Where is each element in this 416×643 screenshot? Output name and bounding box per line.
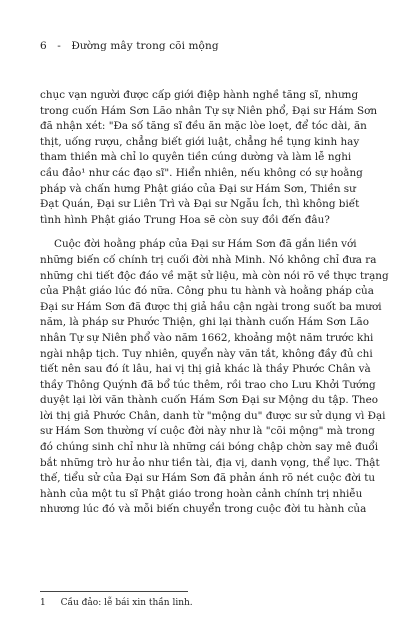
text-line: đó chúng sinh chỉ như là những cái bóng chập chờn say mê đuổi <box>40 441 379 454</box>
text-line: nhân Tự sự Niên phổ vào năm 1662, khoảng một năm trước khi <box>40 331 374 344</box>
text-line: những biến cố chính trị cuối đời nhà Minh. Nó không chỉ đưa ra <box>40 253 377 266</box>
footnote-number: 1 <box>40 598 46 608</box>
text-line: những chi tiết độc đáo về mặt sử liệu, mà còn nói rõ về thực trạng <box>40 269 389 282</box>
footnote-text: Cầu đảo: lễ bái xin thần linh. <box>60 598 193 608</box>
text-line: Cuộc đời hoằng pháp của Đại sư Hám Sơn đã gắn liền với <box>54 238 357 251</box>
text-line: hành của một tu sĩ Phật giáo trong hoàn cảnh chính trị nhiễu <box>40 487 363 500</box>
text-line: thịt, uống rượu, chẳng biết giới luật, chẳng hề tụng kinh hay <box>40 135 360 148</box>
paragraph <box>40 237 389 518</box>
text-line: lời thị giả Phước Chân, danh từ "mộng du" được sư sử dụng vì Đại <box>40 409 386 422</box>
paragraph-gap <box>40 228 385 237</box>
footnote <box>40 598 193 608</box>
text-line: thế, tiểu sử của Đại sư Hám Sơn đã phản ánh rõ nét cuộc đời tu <box>40 472 376 485</box>
running-header <box>40 40 219 52</box>
text-line: nhương lúc đó và mỗi biến chuyển trong cuộc đời tu hành của <box>40 503 367 516</box>
footnote-rule <box>40 591 188 592</box>
text-line: tham thiền mà chỉ lo quyên tiền cúng dường và làm lễ nghi <box>40 151 352 164</box>
text-line: sư Hám Sơn thường ví cuộc đời này như là "cõi mộng" mà trong <box>40 425 375 438</box>
text-line: đã nhận xét: "Đa số tăng sĩ đều ăn mặc lòe loẹt, để tóc dài, ăn <box>40 120 367 133</box>
paragraph <box>40 88 385 228</box>
body-text <box>40 88 389 518</box>
text-line: thầy Thông Quýnh đã bổ túc thêm, rồi trao cho Lưu Khởi Tướng <box>40 378 376 391</box>
text-line: ngài nhập tịch. Tuy nhiên, quyển này văn tắt, không đầy đủ chi <box>40 347 373 360</box>
text-line: trong cuốn Hám Sơn Lão nhân Tự sự Niên phổ, Đại sư Hám Sơn <box>40 104 378 117</box>
text-line: cầu đảo¹ như các đạo sĩ". Hiển nhiên, nếu không có sự hoằng <box>40 166 363 179</box>
text-line: của Phật giáo lúc đó nữa. Công phu tu hành và hoằng pháp của <box>40 285 374 298</box>
text-line: pháp và chấn hưng Phật giáo của Đại sư Hám Sơn, Thiền sư <box>40 182 356 195</box>
text-line: tình hình Phật giáo Trung Hoa sẽ còn suy đồi đến đâu? <box>40 213 330 226</box>
text-line: chục vạn người được cấp giới điệp hành nghề tăng sĩ, nhưng <box>40 89 359 101</box>
text-line: năm, là pháp sư Phước Thiện, ghi lại thành cuốn Hám Sơn Lão <box>40 316 369 329</box>
text-line: bắt những trò hư ảo như tiền tài, địa vị, danh vọng, thể lực. Thật <box>40 456 380 469</box>
page-number: 6 <box>40 40 47 52</box>
text-line: tiết nên sau đó ít lâu, hai vị thị giả khác là thầy Phước Chân và <box>40 363 371 376</box>
text-line: duyệt lại lời văn thành cuốn Hám Sơn Đại sư Mộng du tập. Theo <box>40 394 379 407</box>
text-line: Đạt Quán, Đại sư Liên Trì và Đại sư Ngẫu Ích, thì không biết <box>40 198 360 211</box>
text-line: Đại sư Hám Sơn đã được thị giả hầu cận ngài trong suốt ba mươi <box>40 300 382 313</box>
header-separator: - <box>57 40 61 52</box>
book-title: Đường mây trong cõi mộng <box>71 40 219 52</box>
